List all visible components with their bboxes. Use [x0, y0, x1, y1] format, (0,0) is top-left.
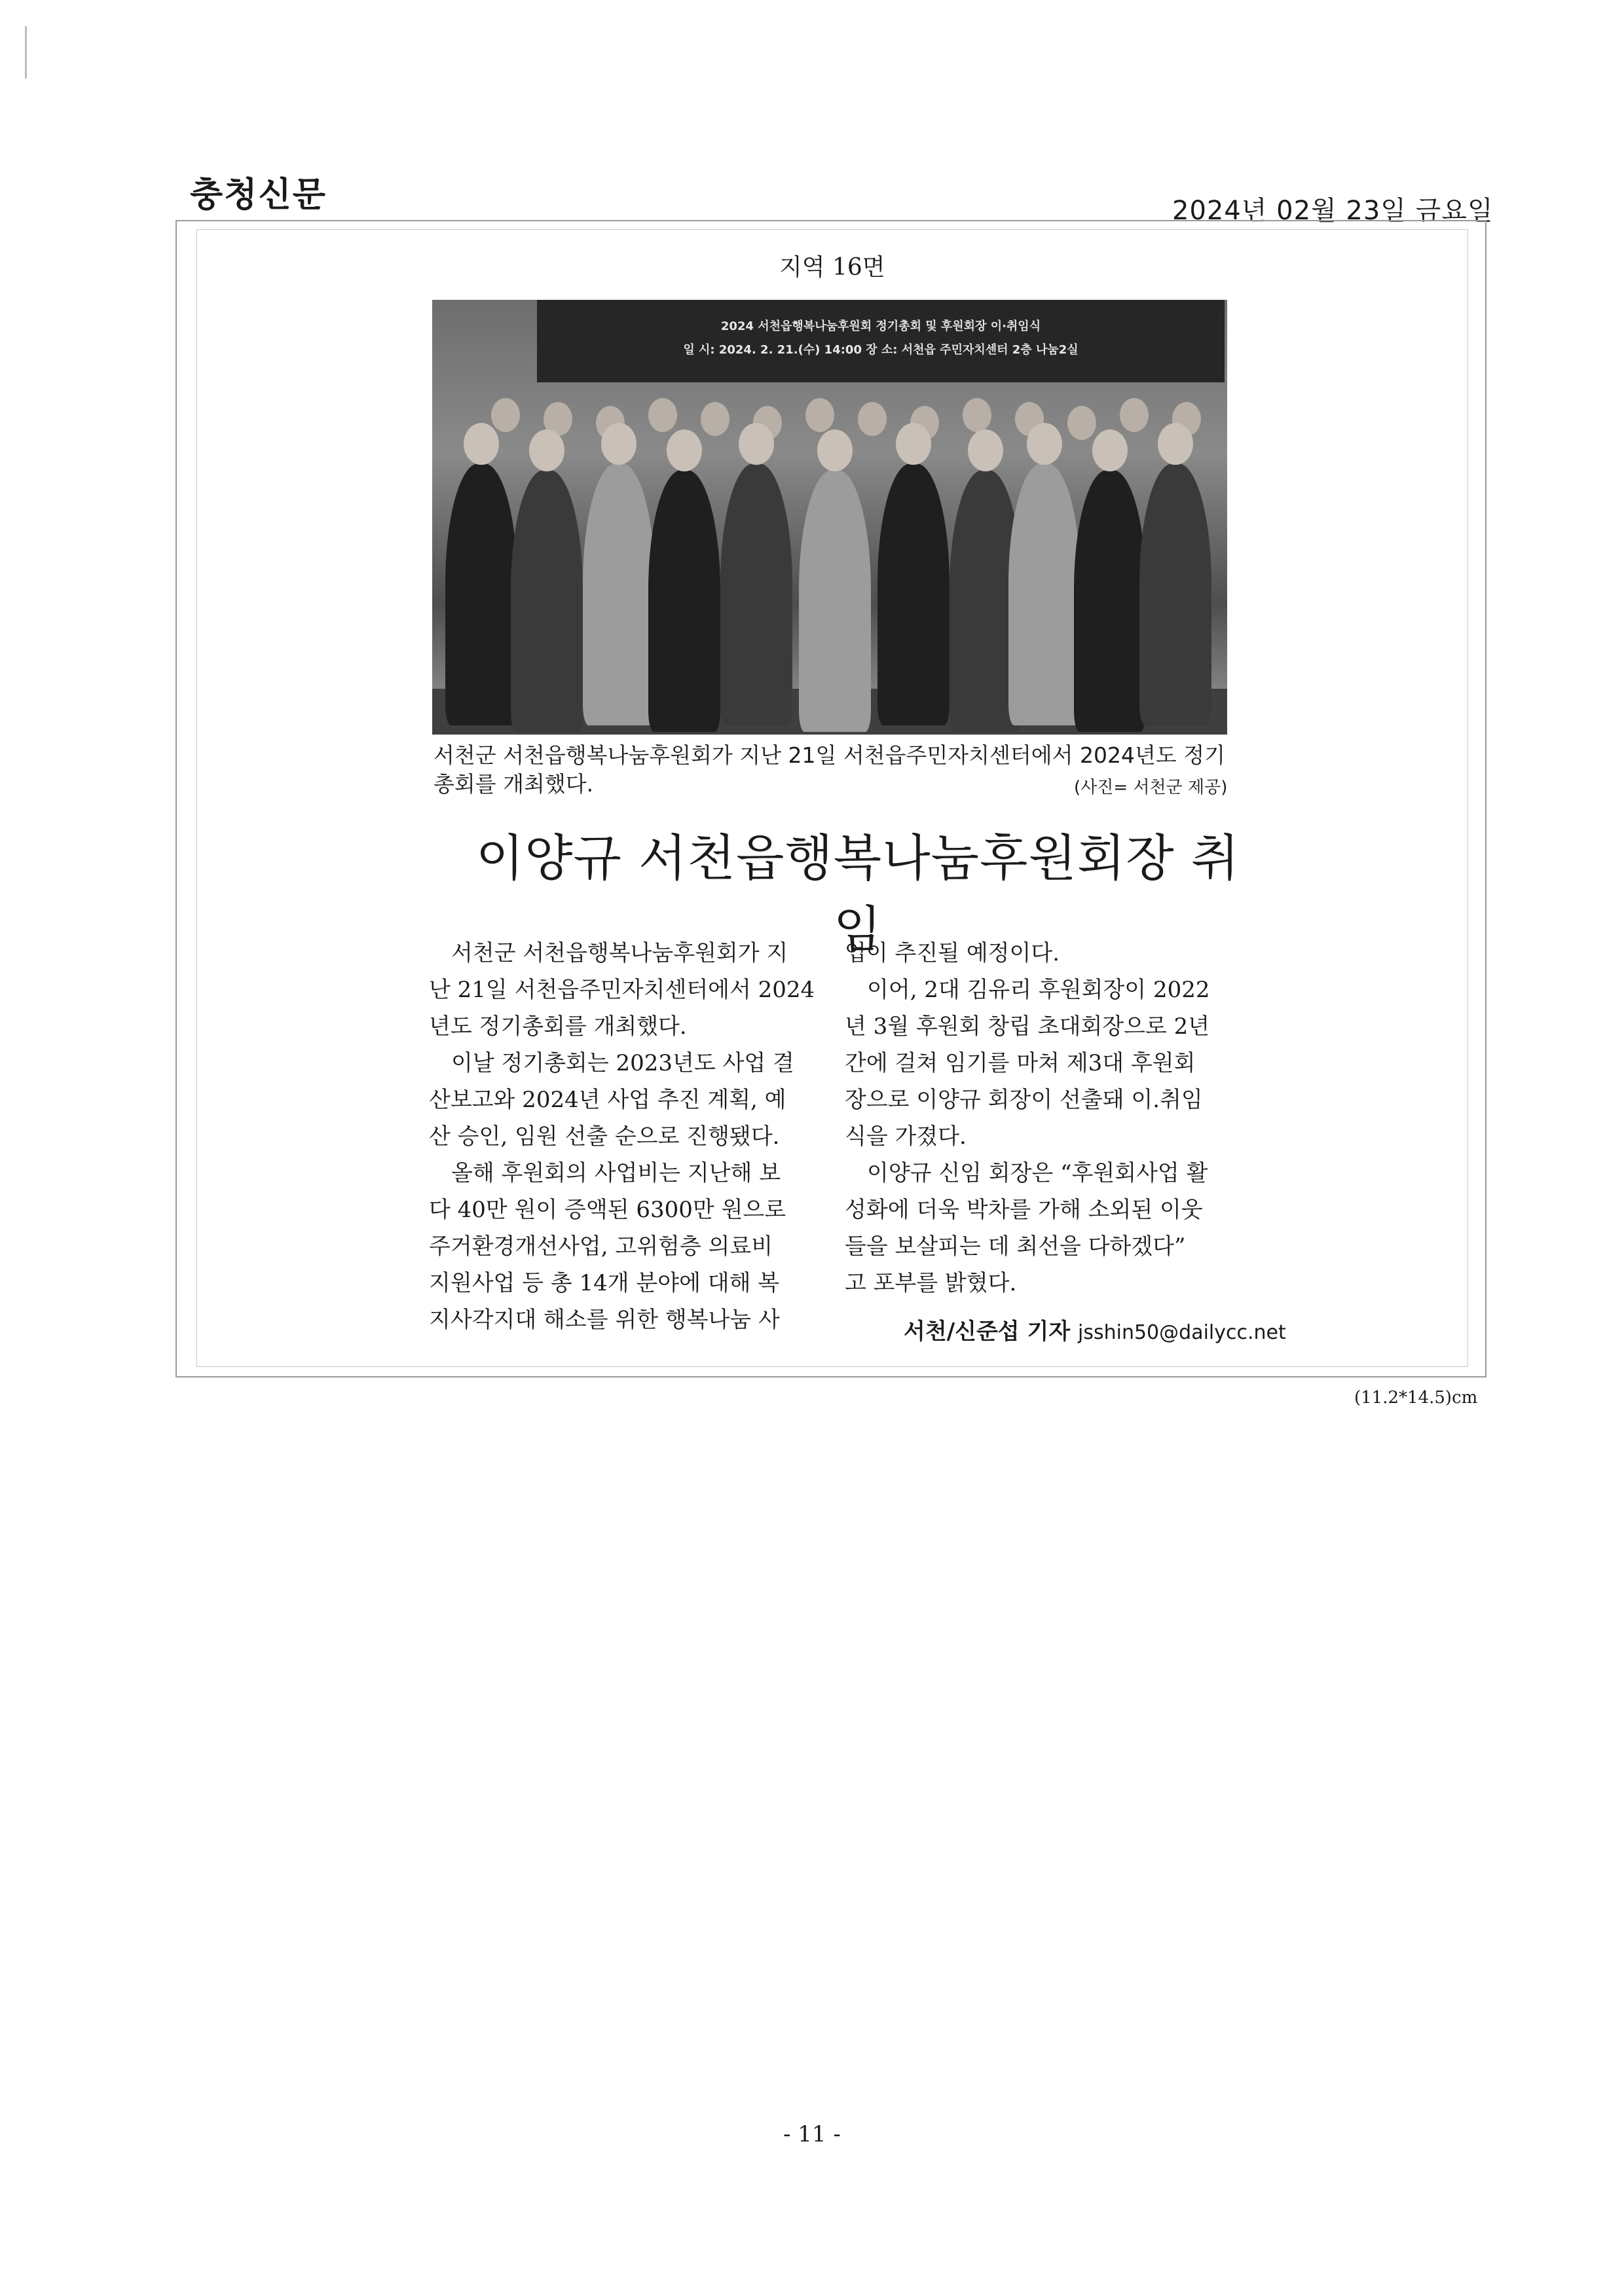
person-silhouette: [877, 464, 950, 725]
column-1-line: 난 21일 서천읍주민자치센터에서 2024: [429, 977, 815, 1003]
section-label: 지역 16면: [779, 254, 885, 281]
person-head: [1027, 423, 1062, 465]
person-head: [667, 429, 702, 471]
person-silhouette: [1139, 464, 1211, 725]
column-1-line: 지사각지대 해소를 위한 행복나눔 사: [429, 1307, 780, 1333]
column-1-line: 주거환경개선사업, 고위험층 의료비: [429, 1233, 773, 1260]
article-byline: [904, 1313, 1286, 1345]
column-2-line: 이양규 신임 회장은 “후원회사업 활: [867, 1160, 1208, 1186]
person-silhouette: [720, 464, 792, 725]
column-2-line: 간에 걸쳐 임기를 마쳐 제3대 후원회: [845, 1050, 1196, 1076]
person-head: [817, 429, 853, 471]
publication-date: 2024년 02월 23일 금요일: [1172, 196, 1494, 226]
person-head: [739, 423, 774, 465]
article-headline: 이양규 서천읍행복나눔후원회장 취임: [475, 829, 1240, 958]
person-head: [601, 423, 637, 465]
column-1-line: 다 40만 원이 증액된 6300만 원으로: [429, 1197, 786, 1223]
column-1-line: 산보고와 2024년 사업 추진 계획, 예: [429, 1087, 786, 1113]
column-1-line: 서천군 서천읍행복나눔후원회가 지: [451, 940, 788, 966]
event-banner: [537, 300, 1225, 382]
person-silhouette: [583, 464, 655, 725]
person-head: [896, 423, 931, 465]
column-1-line: 산 승인, 임원 선출 순으로 진행됐다.: [429, 1123, 780, 1150]
column-2-line: 업이 추진될 예정이다.: [845, 940, 1060, 966]
byline-email: jsshin50@dailycc.net: [1078, 1321, 1286, 1344]
article-column-1: [429, 935, 815, 1338]
person-head: [1092, 429, 1128, 471]
person-head: [491, 398, 520, 432]
person-silhouette: [799, 470, 871, 732]
byline-reporter: 서천/신준섭 기자: [904, 1319, 1071, 1345]
clipping-size-note: (11.2*14.5)cm: [1354, 1388, 1478, 1408]
group-photo: [432, 300, 1227, 735]
article-column-2: [845, 935, 1231, 1302]
photo-credit: (사진= 서천군 제공): [1074, 778, 1228, 797]
person-head: [805, 398, 834, 432]
column-1-line: 년도 정기총회를 개최했다.: [429, 1013, 687, 1040]
person-head: [1158, 423, 1193, 465]
column-2-line: 고 포부를 밝혔다.: [845, 1270, 1017, 1296]
person-silhouette: [1008, 464, 1080, 725]
person-head: [529, 429, 564, 471]
photo-caption: 서천군 서천읍행복나눔후원회가 지난 21일 서천읍주민자치센터에서 2024년도 정기총회를 개최했다.: [434, 742, 1226, 797]
person-silhouette: [445, 464, 517, 725]
banner-line-1: 2024 서천읍행복나눔후원회 정기총회 및 후원회장 이·취임식: [720, 319, 1041, 333]
person-head: [968, 429, 1003, 471]
column-2-line: 들을 보살피는 데 최선을 다하겠다”: [845, 1233, 1186, 1260]
person-silhouette: [511, 470, 583, 732]
person-silhouette: [648, 470, 720, 732]
column-1-line: 이날 정기총회는 2023년도 사업 결: [451, 1050, 794, 1076]
column-1-line: 지원사업 등 총 14개 분야에 대해 복: [429, 1270, 780, 1296]
column-2-line: 장으로 이양규 회장이 선출돼 이.취임: [845, 1087, 1203, 1113]
person-head: [701, 402, 729, 436]
person-silhouette: [1074, 470, 1146, 732]
person-head: [1067, 406, 1096, 440]
person-head: [464, 423, 499, 465]
person-head: [858, 402, 887, 436]
person-head: [1120, 398, 1149, 432]
column-2-line: 이어, 2대 김유리 후원회장이 2022: [867, 977, 1210, 1003]
column-2-line: 성화에 더욱 박차를 가해 소외된 이웃: [845, 1197, 1203, 1223]
column-2-line: 식을 가졌다.: [845, 1123, 967, 1150]
column-2-line: 년 3월 후원회 창립 초대회장으로 2년: [845, 1013, 1210, 1040]
person-head: [963, 398, 991, 432]
page-number: - 11 -: [783, 2121, 841, 2147]
banner-line-2: 일 시: 2024. 2. 21.(수) 14:00 장 소: 서천읍 주민자치센터 2층 나눔2실: [683, 343, 1079, 357]
person-head: [648, 398, 677, 432]
publisher-name: 충청신문: [190, 175, 327, 215]
scan-artifact: [25, 26, 27, 79]
column-1-line: 올해 후원회의 사업비는 지난해 보: [451, 1160, 781, 1186]
